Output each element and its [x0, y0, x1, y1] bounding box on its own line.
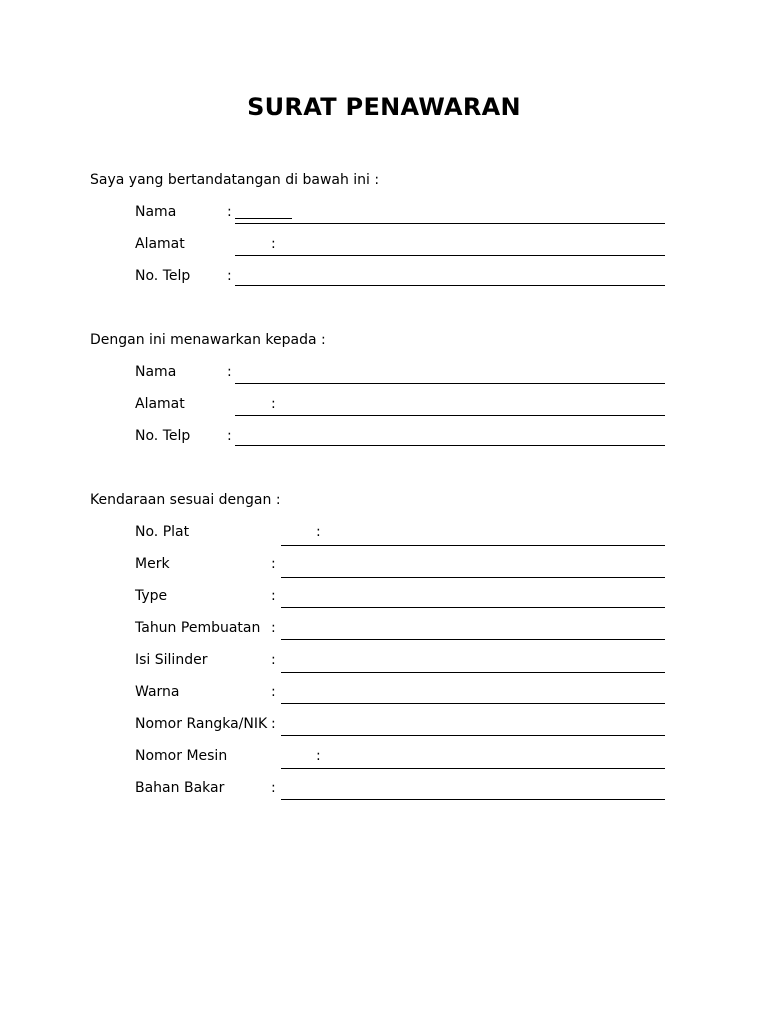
field-colon: : — [316, 748, 321, 764]
field-label-recipient-phone: No. Telp — [135, 428, 191, 444]
field-line-chassis[interactable] — [281, 735, 665, 736]
field-label-sender-address: Alamat — [135, 236, 185, 252]
field-line-sender-address[interactable] — [235, 255, 665, 256]
field-colon: : — [271, 396, 276, 412]
field-line-engine[interactable] — [281, 768, 665, 769]
field-colon: : — [227, 364, 232, 380]
field-colon: : — [316, 524, 321, 540]
field-label-recipient-name: Nama — [135, 364, 177, 380]
field-colon: : — [271, 652, 276, 668]
section-heading-sender: Saya yang bertandatangan di bawah ini : — [90, 172, 380, 188]
short-underline — [235, 218, 292, 219]
field-line-type[interactable] — [281, 607, 665, 608]
field-line-year[interactable] — [281, 639, 665, 640]
field-colon: : — [271, 620, 276, 636]
field-colon: : — [227, 428, 232, 444]
field-label-engine: Nomor Mesin — [135, 748, 228, 764]
field-label-year: Tahun Pembuatan — [135, 620, 261, 636]
field-label-plate: No. Plat — [135, 524, 190, 540]
section-heading-recipient: Dengan ini menawarkan kepada : — [90, 332, 326, 348]
field-line-fuel[interactable] — [281, 799, 665, 800]
field-colon: : — [227, 204, 232, 220]
field-label-chassis: Nomor Rangka/NIK — [135, 716, 268, 732]
field-line-cylinder[interactable] — [281, 672, 665, 673]
field-label-sender-name: Nama — [135, 204, 177, 220]
field-label-cylinder: Isi Silinder — [135, 652, 208, 668]
field-line-recipient-phone[interactable] — [235, 445, 665, 446]
field-colon: : — [271, 684, 276, 700]
field-line-recipient-name[interactable] — [235, 383, 665, 384]
field-colon: : — [271, 556, 276, 572]
field-line-color[interactable] — [281, 703, 665, 704]
field-label-type: Type — [135, 588, 168, 604]
field-label-recipient-address: Alamat — [135, 396, 185, 412]
field-label-color: Warna — [135, 684, 180, 700]
field-line-sender-name[interactable] — [235, 223, 665, 224]
field-label-brand: Merk — [135, 556, 170, 572]
section-heading-vehicle: Kendaraan sesuai dengan : — [90, 492, 281, 508]
field-colon: : — [271, 236, 276, 252]
field-line-recipient-address[interactable] — [235, 415, 665, 416]
field-line-brand[interactable] — [281, 577, 665, 578]
document-title: SURAT PENAWARAN — [247, 93, 521, 121]
field-colon: : — [271, 780, 276, 796]
field-colon: : — [271, 716, 276, 732]
field-label-fuel: Bahan Bakar — [135, 780, 225, 796]
field-line-sender-phone[interactable] — [235, 285, 665, 286]
field-label-sender-phone: No. Telp — [135, 268, 191, 284]
field-line-plate[interactable] — [281, 545, 665, 546]
field-colon: : — [271, 588, 276, 604]
field-colon: : — [227, 268, 232, 284]
